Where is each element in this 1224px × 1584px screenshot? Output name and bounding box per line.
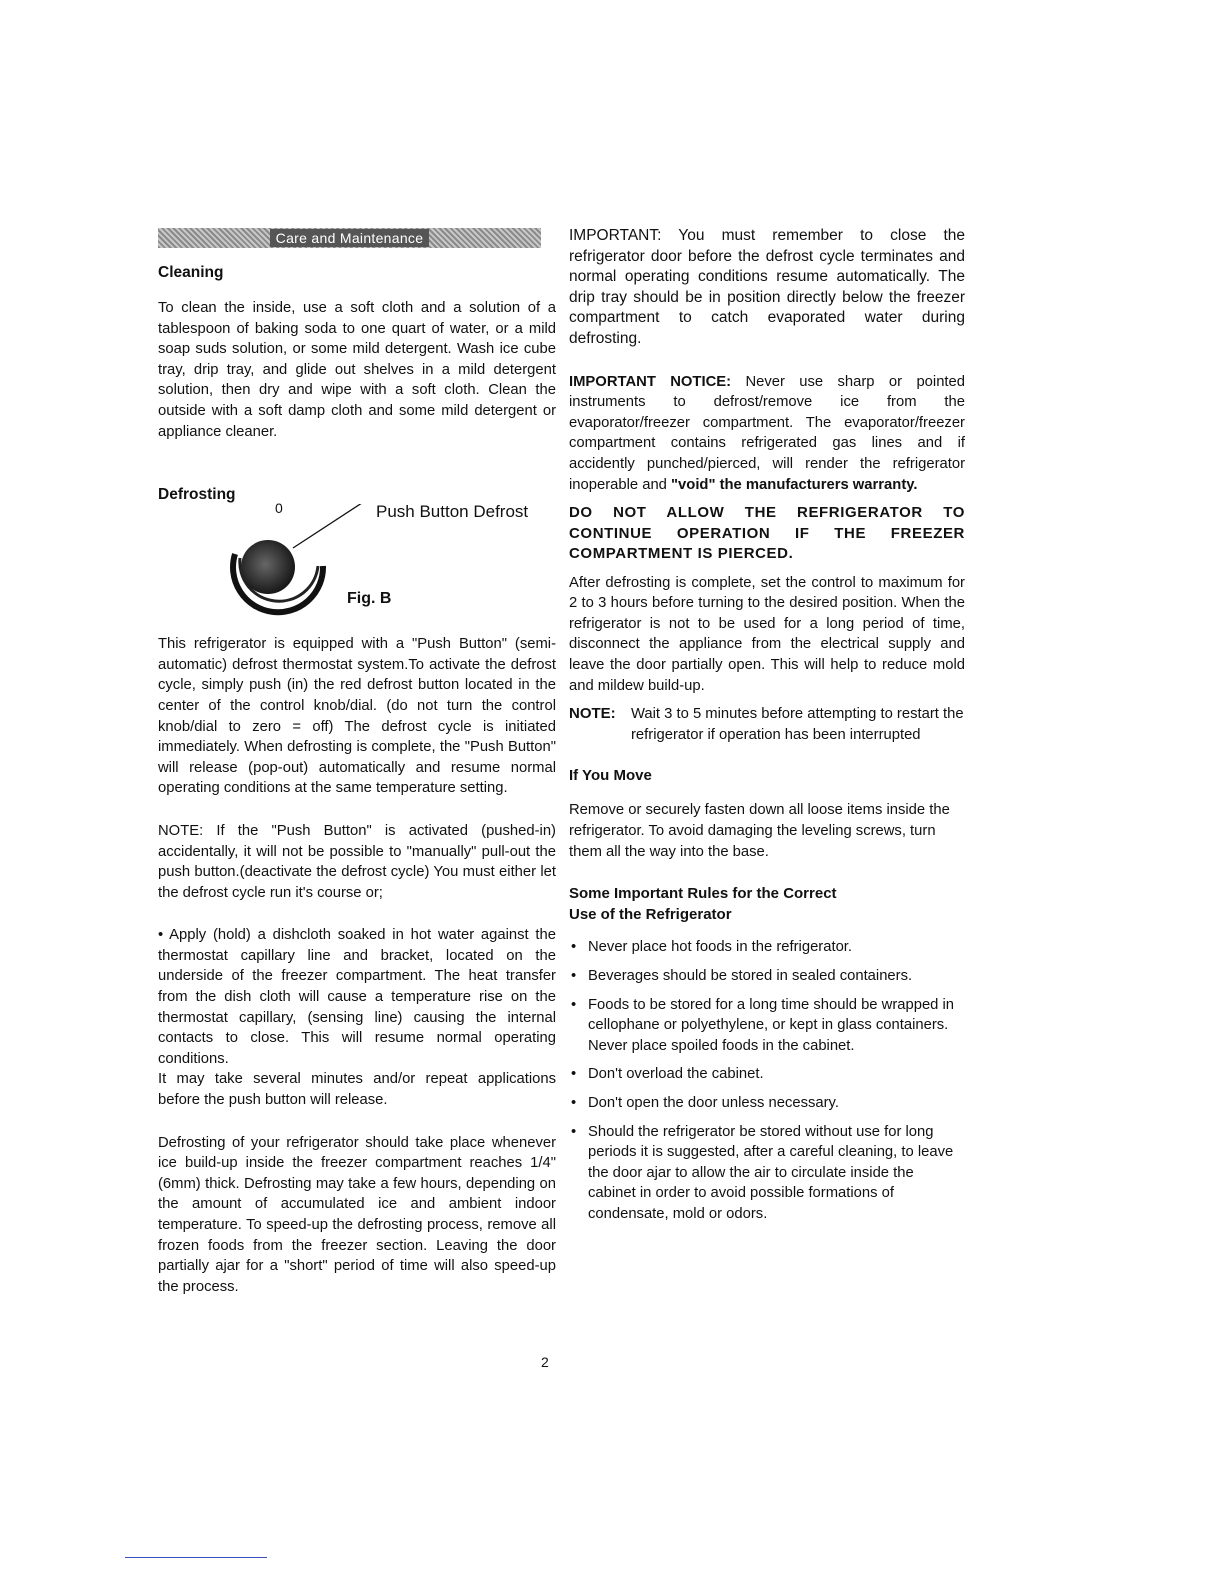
restart-note: [569, 704, 965, 745]
footer-rule: [125, 1557, 267, 1558]
list-item: • Don't overload the cabinet.: [571, 1066, 764, 1083]
right-column: [569, 226, 965, 1232]
list-item: • Beverages should be stored in sealed containers.: [571, 967, 913, 984]
section-title: Care and Maintenance: [270, 229, 430, 247]
important-paragraph: IMPORTANT: You must remember to close the refrigerator door before the defrost cycle terminates and normal operating conditions resume automatically. The drip tray should be in position directly below the freezer compartment to catch evaporated water during defrosting.: [569, 227, 965, 347]
cleaning-heading: Cleaning: [158, 264, 224, 281]
defrost-timing-paragraph: Defrosting of your refrigerator should take place whenever ice build-up inside the freezer compartment reaches 1/4" (6mm) thick. Defrosting may take a few hours, depending on the amount of accumulated ice and ambient indoor temperature. To speed-up the defrosting process, remove all frozen foods from the freezer section. Leaving the door partially ajar for a "short" period of time will also speed-up the process.: [158, 1134, 556, 1295]
warranty-void-text: "void" the manufacturers warranty.: [671, 476, 918, 493]
knob-center: [241, 540, 295, 594]
list-item: • Should the refrigerator be stored without use for long periods it is suggested, after a careful cleaning, to leave the door ajar to allow the air to circulate inside the cabinet in order to avoid possible formations of condensate, mold or odors.: [571, 1123, 954, 1222]
if-you-move-heading: If You Move: [569, 767, 652, 785]
pierced-warning: DO NOT ALLOW THE REFRIGERATOR TO CONTINUE OPERATION IF THE FREEZER COMPARTMENT IS PIERCED.: [569, 504, 965, 563]
apply-paragraph: • Apply (hold) a dishcloth soaked in hot water against the thermostat capillary line and bracket, located on the underside of the freezer compartment. The heat transfer from the dish cloth will cause a temperature rise on the thermostat capillary, (sensing line) causing the internal contacts to close. This will resume normal operating conditions.: [158, 927, 556, 1067]
section-banner: [158, 228, 541, 248]
list-item: • Foods to be stored for a long time should be wrapped in cellophane or polyethylene, or kept in glass containers. Never place spoiled foods in the cabinet.: [571, 996, 955, 1054]
important-notice-paragraph: [569, 372, 965, 496]
defrosting-heading: Defrosting: [158, 486, 236, 504]
important-notice-label: IMPORTANT NOTICE:: [569, 373, 732, 390]
rules-heading-line-1: Some Important Rules for the Correct: [569, 885, 837, 903]
note-label: NOTE:: [569, 705, 616, 723]
figure-caption: Fig. B: [347, 590, 392, 608]
left-column: [158, 228, 556, 1297]
if-you-move-paragraph: Remove or securely fasten down all loose items inside the refrigerator. To avoid damaging the leveling screws, turn them all the way into the base.: [569, 802, 950, 860]
rules-list: [569, 937, 965, 1224]
list-item: • Don't open the door unless necessary.: [571, 1094, 839, 1111]
rules-heading: [569, 884, 965, 925]
note-text: Wait 3 to 5 minutes before attempting to restart the refrigerator if operation has been interrupted: [631, 706, 964, 743]
callout-line: [293, 504, 368, 548]
push-button-callout: Push Button Defrost: [376, 502, 529, 522]
figure-b: [158, 500, 556, 624]
cleaning-paragraph: To clean the inside, use a soft cloth and a solution of a tablespoon of baking soda to one quart of water, or a mild soap suds solution, or some mild detergent. Wash ice cube tray, drip tray, and glide out shelves in a mild detergent solution, then dry and wipe with a soft cloth. Clean the outside with a soft damp cloth and some mild detergent or appliance cleaner.: [158, 300, 556, 440]
important-notice-text: Never use sharp or pointed instruments to defrost/remove ice from the evaporator/freezer compartment. The evaporator/freezer compartment contains refrigerated gas lines and if accidently punched/pierced, will render the refrigerator inoperable and: [569, 373, 965, 493]
note-paragraph: NOTE: If the "Push Button" is activated (pushed-in) accidentally, it will not be possible to "manually" pull-out the push button.(deactivate the defrost cycle) You must either let the defrost cycle run it's course or;: [158, 822, 556, 901]
list-item: • Never place hot foods in the refrigerator.: [571, 939, 853, 956]
rules-heading-line-2: Use of the Refrigerator: [569, 905, 732, 923]
after-defrost-paragraph: After defrosting is complete, set the control to maximum for 2 to 3 hours before turning to the desired position. When the refrigerator is not to be used for a long period of time, disconnect the appliance from the electrical supply and leave the door partially open. This will help to reduce mold and mildew build-up.: [569, 574, 965, 694]
page-number: 2: [541, 1354, 549, 1370]
minutes-paragraph: It may take several minutes and/or repeat applications before the push button will release.: [158, 1071, 556, 1109]
dial-zero-label: 0: [275, 500, 283, 517]
push-button-paragraph: This refrigerator is equipped with a "Push Button" (semi-automatic) defrost thermostat system.To activate the defrost cycle, simply push (in) the red defrost button located in the center of the control knob/dial. (do not turn the control knob/dial to zero = off) The defrost cycle is initiated immediately. When defrosting is complete, the "Push Button" will release (pop-out) automatically and resume normal operating conditions at the same temperature setting.: [158, 636, 556, 797]
